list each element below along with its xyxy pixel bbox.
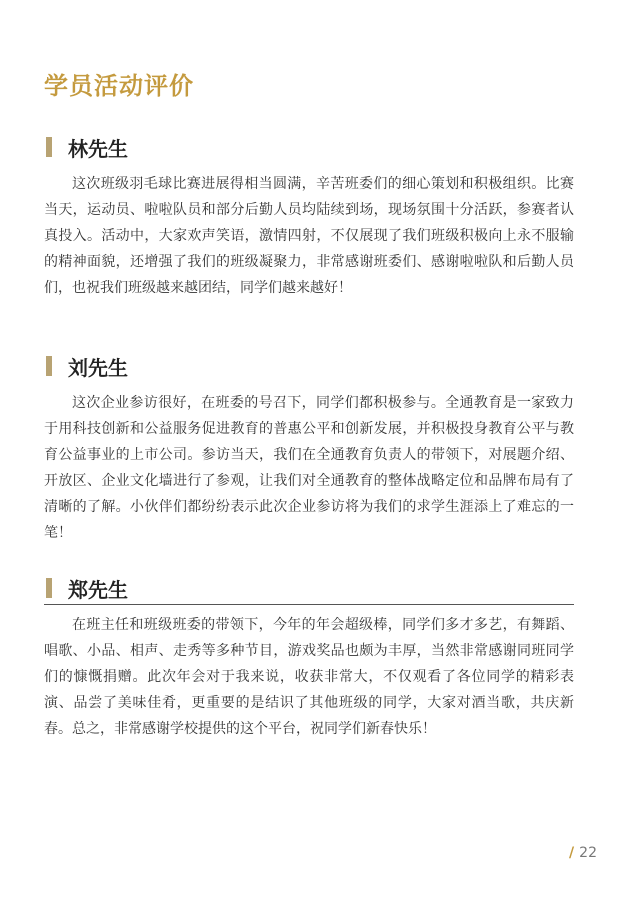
testimonial-section-3 bbox=[44, 574, 574, 742]
testimonial-author: 林先生 bbox=[68, 137, 128, 161]
testimonial-section-2 bbox=[44, 352, 574, 546]
page-number-slash-icon: / bbox=[569, 845, 575, 861]
testimonial-text: 在班主任和班级班委的带领下，今年的年会超级棒，同学们多才多艺，有舞蹈、唱歌、小品、相声、走秀等多种节目，游戏奖品也颇为丰厚，当然非常感谢同班同学们的慷慨捐赠。此次年会对于我来说，收获非常大，不仅观看了各位同学的精彩表演、品尝了美味佳肴，更重要的是结识了其他班级的同学，大家对酒当歌，共庆新春。总之，非常感谢学校提供的这个平台，祝同学们新春快乐！ bbox=[44, 617, 574, 737]
testimonial-author: 刘先生 bbox=[68, 356, 128, 380]
section-header bbox=[44, 352, 574, 382]
testimonial-section-1 bbox=[44, 133, 574, 301]
section-header bbox=[44, 133, 574, 163]
page-title: 学员活动评价 bbox=[44, 72, 194, 100]
testimonial-text: 这次班级羽毛球比赛进展得相当圆满，辛苦班委们的细心策划和积极组织。比赛当天，运动员、啦啦队员和部分后勤人员均陆续到场，现场氛围十分活跃，参赛者认真投入。活动中，大家欢声笑语，激情四射，不仅展现了我们班级积极向上永不服输的精神面貌，还增强了我们的班级凝聚力，非常感谢班委们、感谢啦啦队和后勤人员们，也祝我们班级越来越团结，同学们越来越好！ bbox=[44, 176, 574, 296]
section-marker-bar bbox=[46, 137, 52, 157]
testimonial-text: 这次企业参访很好，在班委的号召下，同学们都积极参与。全通教育是一家致力于用科技创新和公益服务促进教育的普惠公平和创新发展，并积极投身教育公平与教育公益事业的上市公司。参访当天，我们在全通教育负责人的带领下，对展题介绍、开放区、企业文化墙进行了参观，让我们对全通教育的整体战略定位和品牌布局有了清晰的了解。小伙伴们都纷纷表示此次企业参访将为我们的求学生涯添上了难忘的一笔！ bbox=[44, 395, 574, 541]
page-number bbox=[569, 845, 597, 861]
section-header bbox=[44, 574, 574, 604]
testimonial-author: 郑先生 bbox=[68, 578, 128, 602]
section-divider bbox=[44, 604, 574, 605]
section-marker-bar bbox=[46, 356, 52, 376]
section-marker-bar bbox=[46, 578, 52, 598]
page-number-value: 22 bbox=[579, 845, 597, 861]
